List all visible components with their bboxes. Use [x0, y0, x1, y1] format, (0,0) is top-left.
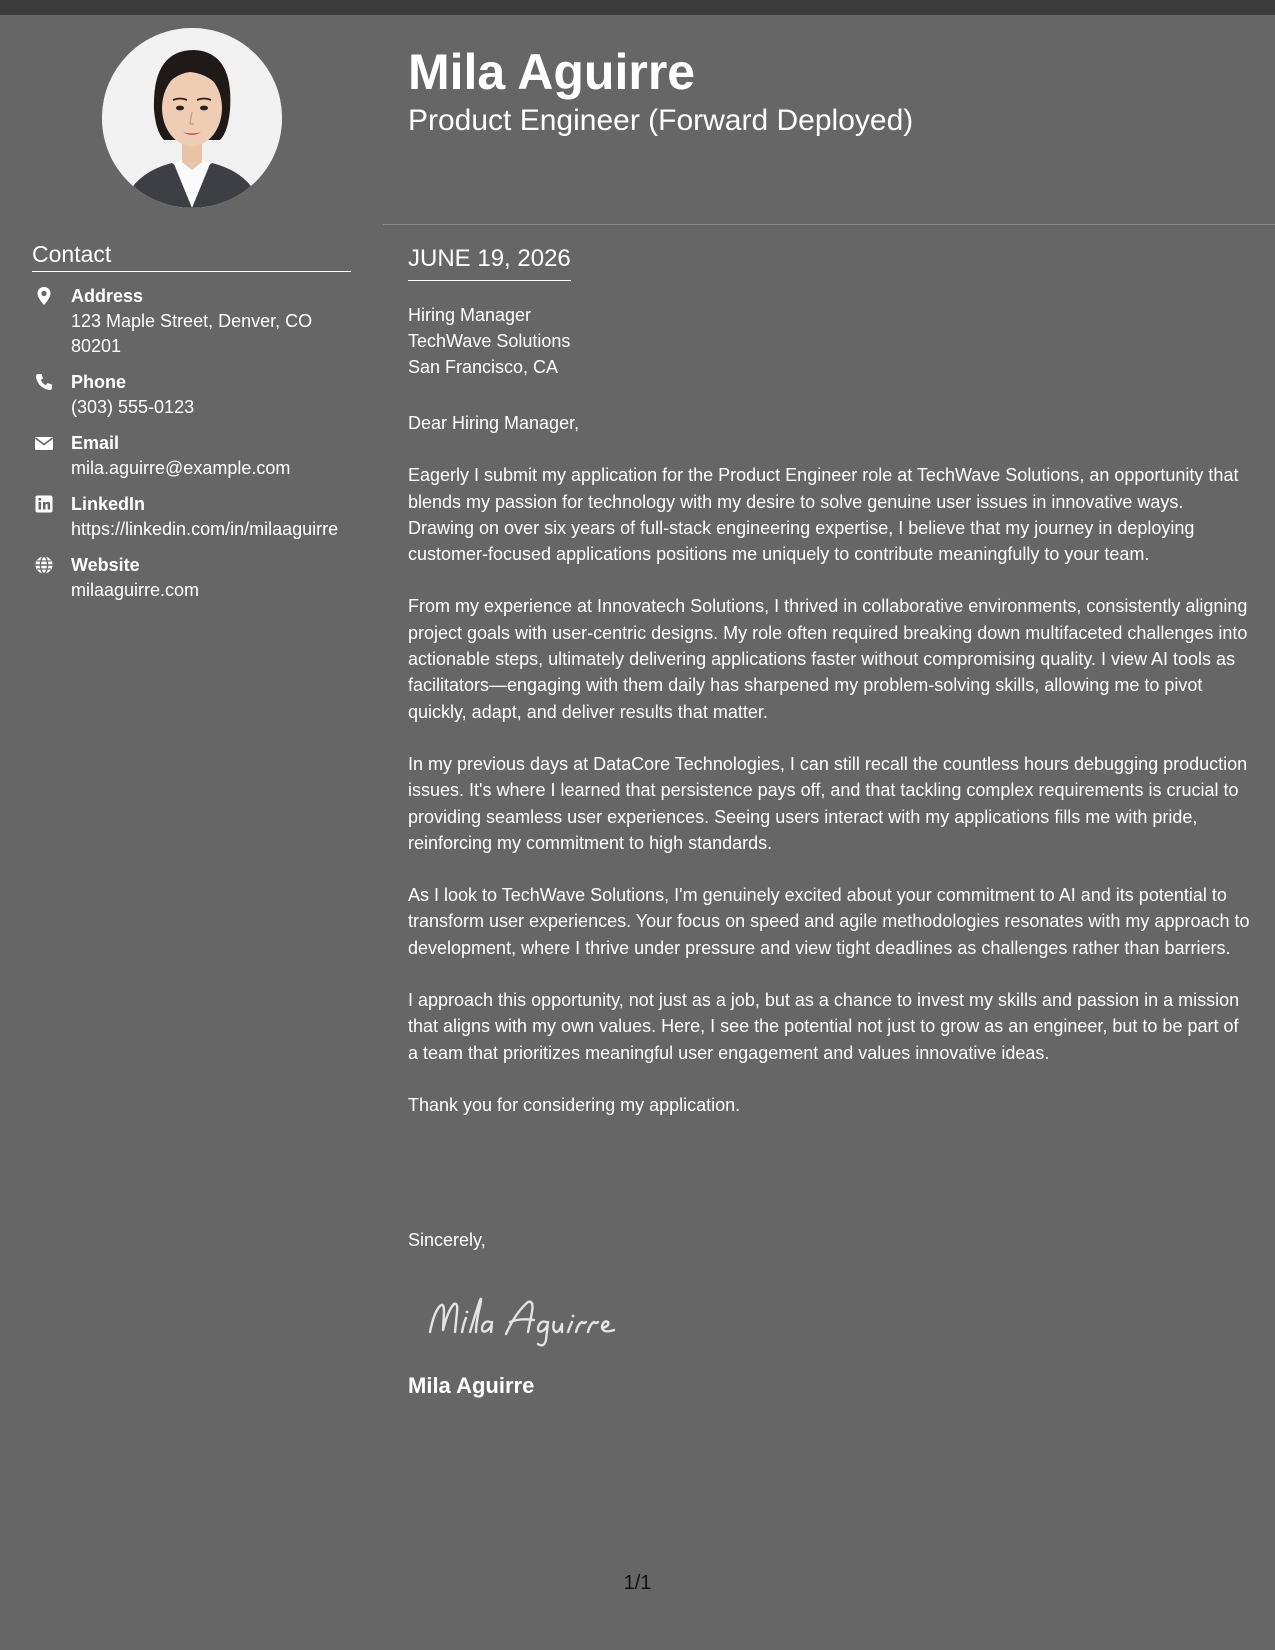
body-paragraph: I approach this opportunity, not just as a job, but as a chance to invest my skills and passion in a mission that aligns with my own values. Here, I see the potential not just to grow as an engineer, but to be part of a team that prioritizes meaningful user engagement and values innovative ideas.: [408, 990, 1240, 1063]
recipient-line: Hiring Manager: [408, 305, 532, 325]
contact-phone-label: Phone: [71, 372, 127, 392]
contact-email-label: Email: [71, 433, 120, 453]
letter-body: [408, 410, 1253, 1144]
thank-you-line: Thank you for considering my application.: [408, 1094, 741, 1115]
contact-address-value: 123 Maple Street, Denver, CO 80201: [71, 311, 313, 356]
envelope-icon: [34, 433, 54, 453]
body-paragraph: As I look to TechWave Solutions, I'm genuinely excited about your commitment to AI and its potential to transform user experiences. Your focus on speed and agile methodologies resonates with my approach to development, where I thrive under pressure and view tight deadlines as challenges rather than barriers.: [408, 885, 1250, 958]
recipient-block: [408, 302, 570, 380]
contact-website-value[interactable]: milaaguirre.com: [71, 580, 200, 600]
body-paragraph: In my previous days at DataCore Technologies, I can still recall the countless hours debugging production issues. It's where I learned that persistence pays off, and that tackling complex requirements is crucial to providing seamless user experiences. Seeing users interact with my applications fills me with pride, reinforcing my commitment to high standards.: [408, 753, 1248, 853]
contact-address-label: Address: [71, 286, 144, 306]
header-divider: [383, 224, 1275, 225]
contact-heading: Contact: [32, 240, 351, 272]
top-bar: [0, 0, 1275, 15]
contact-website-label: Website: [71, 555, 140, 575]
letter-date: JUNE 19, 2026: [408, 243, 571, 281]
contact-linkedin: [32, 492, 352, 542]
contact-phone: [32, 370, 352, 420]
applicant-name: Mila Aguirre: [408, 44, 696, 100]
signature-image: [424, 1282, 664, 1352]
profile-photo: [102, 28, 282, 208]
contact-website: [32, 553, 352, 603]
contact-linkedin-value[interactable]: https://linkedin.com/in/milaaguirre: [71, 519, 339, 539]
contact-phone-value: (303) 555-0123: [71, 397, 195, 417]
body-paragraph: Eagerly I submit my application for the Product Engineer role at TechWave Solutions, an opportunity that blends my passion for technology with my desire to solve genuine user issues in innovative ways. Drawing on over six years of full-stack engineering expertise, I believe that my journey in deploying customer-focused applications positions me uniquely to contribute meaningfully to your team.: [408, 465, 1239, 565]
signed-name: Mila Aguirre: [408, 1373, 535, 1398]
salutation: Dear Hiring Manager,: [408, 413, 580, 433]
map-pin-icon: [34, 286, 54, 306]
contact-list: [32, 284, 352, 614]
globe-icon: [34, 555, 54, 575]
contact-linkedin-label: LinkedIn: [71, 494, 146, 514]
job-title: Product Engineer (Forward Deployed): [408, 104, 914, 137]
body-paragraph: From my experience at Innovatech Solutions, I thrived in collaborative environments, consistently aligning project goals with user-centric designs. My role often required breaking down multifaceted challenges into actionable steps, ultimately delivering applications faster without compromising quality. I view AI tools as facilitators—engaging with them daily has sharpened my problem-solving skills, allowing me to pivot quickly, adapt, and deliver results that matter.: [408, 596, 1248, 722]
phone-icon: [34, 372, 54, 392]
recipient-line: San Francisco, CA: [408, 357, 559, 377]
contact-address: [32, 284, 352, 359]
closing: Sincerely,: [408, 1230, 486, 1250]
page-number: 1/1: [623, 1572, 652, 1594]
contact-email: [32, 431, 352, 481]
linkedin-icon: [34, 494, 54, 514]
recipient-line: TechWave Solutions: [408, 331, 571, 351]
contact-email-value[interactable]: mila.aguirre@example.com: [71, 458, 291, 478]
